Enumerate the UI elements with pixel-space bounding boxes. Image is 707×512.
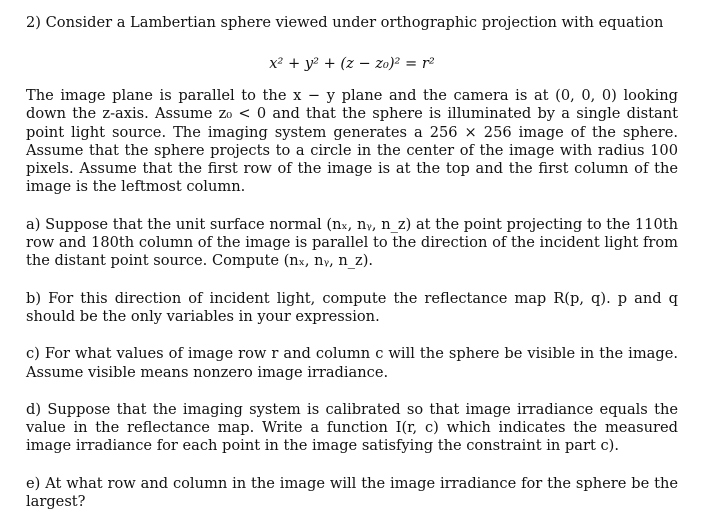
part-c: c) For what values of image row r and column c will the sphere be visible in the image. Assume visible means nonzero image irradiance. — [26, 345, 678, 381]
part-d: d) Suppose that the imaging system is calibrated so that image irradiance equals the value in the reflectance map. Write a function I(r, c) which indicates the measured image irradiance for each point in the image satisfying the constraint in part c). — [26, 400, 678, 455]
problem-heading: 2) Consider a Lambertian sphere viewed under orthographic projection with equation — [26, 14, 664, 31]
part-b: b) For this direction of incident light, compute the reflectance map R(p, q). p and q should be the only variables in your expression. — [26, 289, 678, 325]
problem-document — [26, 13, 678, 511]
problem-intro: The image plane is parallel to the x − y plane and the camera is at (0, 0, 0) looking down the z-axis. Assume z₀ < 0 and that the sphere is illuminated by a single distant point light source. The imaging system generates a 256 × 256 image of the sphere. Assume that the sphere projects to a circle in the center of the image with radius 100 pixels. Assume that the first row of the image is at the top and the first column of the image is the leftmost column. — [26, 87, 678, 196]
part-a: a) Suppose that the unit surface normal (nₓ, nᵧ, n_z) at the point projecting to the 110th row and 180th column of the image is parallel to the direction of the incident light from the distant point source. Compute (nₓ, nᵧ, n_z). — [26, 215, 678, 270]
sphere-equation: x² + y² + (z − z₀)² = r² — [269, 55, 435, 72]
part-e: e) At what row and column in the image will the image irradiance for the sphere be the largest? — [26, 474, 678, 511]
